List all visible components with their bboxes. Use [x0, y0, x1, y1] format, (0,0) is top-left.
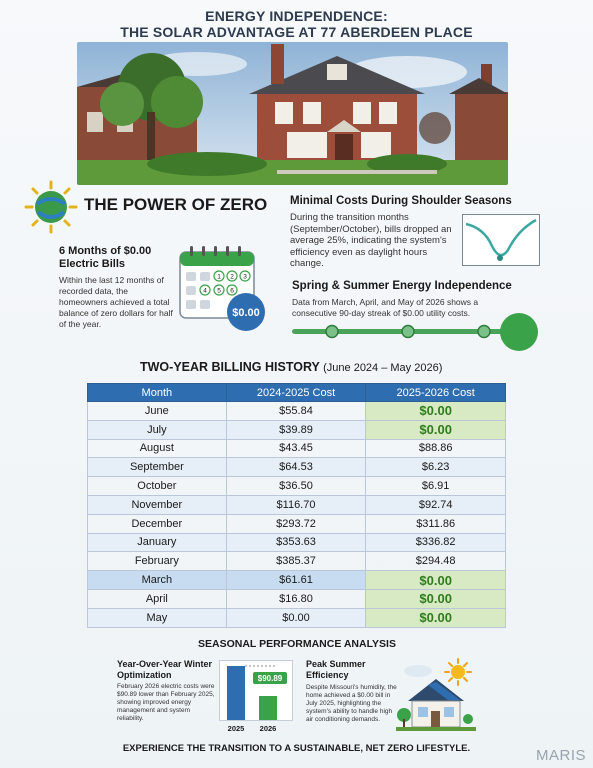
- month-cell: June: [88, 402, 227, 421]
- maris-watermark: MARIS: [536, 747, 587, 764]
- table-row: [88, 402, 506, 421]
- bar-2026: [259, 696, 277, 720]
- calendar-number-4: 4: [203, 287, 207, 295]
- bar-2025: [227, 666, 245, 720]
- six-months-body: Within the last 12 months of recorded data, the homeowners achieved a total balance of zero dollars for half of the year.: [59, 275, 173, 329]
- cost-2025-2026-cell: $6.91: [366, 477, 506, 496]
- cost-2024-2025-cell: $36.50: [226, 477, 366, 496]
- month-cell: July: [88, 420, 227, 439]
- cost-2025-2026-cell: $0.00: [366, 571, 506, 590]
- cost-2025-2026-cell: $294.48: [366, 552, 506, 571]
- month-cell: December: [88, 514, 227, 533]
- month-cell: January: [88, 533, 227, 552]
- table-row: [88, 589, 506, 608]
- streak-progress-icon: [290, 313, 542, 353]
- month-cell: February: [88, 552, 227, 571]
- cost-2025-2026-cell: $0.00: [366, 420, 506, 439]
- table-row: [88, 533, 506, 552]
- cost-2024-2025-cell: $16.80: [226, 589, 366, 608]
- billing-heading-range: (June 2024 – May 2026): [323, 362, 443, 374]
- cost-2025-2026-cell: $0.00: [366, 589, 506, 608]
- power-of-zero-title: THE POWER OF ZERO: [84, 195, 268, 214]
- footer-tagline: EXPERIENCE THE TRANSITION TO A SUSTAINABLE, NET ZERO LIFESTYLE.: [122, 743, 471, 754]
- calendar-number-3: 3: [243, 273, 247, 281]
- cost-2025-2026-cell: $92.74: [366, 495, 506, 514]
- month-cell: November: [88, 495, 227, 514]
- house-photo: [77, 42, 508, 185]
- yoy-body: February 2026 electric costs were $90.89 lower than February 2025, showing improved energy management and system reliability.: [117, 683, 215, 722]
- table-row: [88, 495, 506, 514]
- table-row: [88, 458, 506, 477]
- cost-2024-2025-cell: $293.72: [226, 514, 366, 533]
- cost-2025-2026-cell: $311.86: [366, 514, 506, 533]
- month-cell: April: [88, 589, 227, 608]
- title-line-1: ENERGY INDEPENDENCE:: [205, 8, 388, 24]
- title-line-2: THE SOLAR ADVANTAGE AT 77 ABERDEEN PLACE: [120, 24, 473, 40]
- minimal-costs-body: During the transition months (September/October), bills dropped an average 25%, indicating the system's efficiency even as daylight hours change.: [290, 212, 452, 269]
- calendar-number-6: 6: [230, 287, 234, 295]
- column-header-2024-2025: 2024-2025 Cost: [226, 384, 366, 402]
- calendar-number-2: 2: [230, 273, 234, 281]
- cost-2024-2025-cell: $0.00: [226, 608, 366, 627]
- spring-summer-title: Spring & Summer Energy Independence: [292, 280, 512, 292]
- cost-2024-2025-cell: $39.89: [226, 420, 366, 439]
- billing-table-header: [88, 384, 506, 402]
- table-row: [88, 439, 506, 458]
- month-cell: August: [88, 439, 227, 458]
- bar-label-2025: 2025: [227, 724, 245, 733]
- table-row: [88, 420, 506, 439]
- month-cell: May: [88, 608, 227, 627]
- cost-2025-2026-cell: $88.86: [366, 439, 506, 458]
- calendar-icon: [178, 244, 268, 334]
- page-title: [105, 8, 488, 40]
- month-cell: October: [88, 477, 227, 496]
- month-cell: March: [88, 571, 227, 590]
- billing-table: [87, 383, 506, 628]
- year-comparison-bars-icon: [219, 660, 293, 734]
- cost-dip-curve-icon: [462, 214, 540, 266]
- table-row: [88, 608, 506, 627]
- seasonal-analysis-heading: SEASONAL PERFORMANCE ANALYSIS: [198, 638, 396, 650]
- solar-house-icon: [396, 657, 476, 733]
- peak-summer-body: Despite Missouri's humidity, the home achieved a $0.00 bill in July 2025, highlighting the system's ability to handle high air conditioning demands.: [306, 684, 397, 723]
- six-months-title: 6 Months of $0.00 Electric Bills: [59, 245, 152, 270]
- cost-2024-2025-cell: $353.63: [226, 533, 366, 552]
- column-header-month: Month: [88, 384, 227, 402]
- zero-badge: $0.00: [232, 307, 260, 319]
- cost-2025-2026-cell: $0.00: [366, 402, 506, 421]
- house-photo-illustration: [77, 42, 508, 185]
- spring-summer-body: Data from March, April, and May of 2026 shows a consecutive 90-day streak of $0.00 utility costs.: [292, 297, 479, 318]
- minimal-costs-title: Minimal Costs During Shoulder Seasons: [290, 195, 512, 207]
- calendar-number-1: 1: [217, 273, 221, 281]
- peak-summer-title: Peak Summer Efficiency: [306, 659, 366, 680]
- cost-2025-2026-cell: $0.00: [366, 608, 506, 627]
- cost-2025-2026-cell: $336.82: [366, 533, 506, 552]
- cost-2024-2025-cell: $116.70: [226, 495, 366, 514]
- sun-globe-icon: [24, 180, 78, 234]
- cost-2024-2025-cell: $55.84: [226, 402, 366, 421]
- difference-badge: $90.89: [257, 674, 283, 683]
- billing-history-heading: [140, 360, 442, 374]
- table-row: [88, 571, 506, 590]
- bar-label-2026: 2026: [259, 724, 277, 733]
- yoy-title: Year-Over-Year Winter Optimization: [117, 659, 212, 680]
- cost-2024-2025-cell: $43.45: [226, 439, 366, 458]
- cost-2024-2025-cell: $64.53: [226, 458, 366, 477]
- cost-2025-2026-cell: $6.23: [366, 458, 506, 477]
- column-header-2025-2026: 2025-2026 Cost: [366, 384, 506, 402]
- cost-2024-2025-cell: $385.37: [226, 552, 366, 571]
- table-row: [88, 552, 506, 571]
- billing-heading-text: TWO-YEAR BILLING HISTORY: [140, 360, 320, 374]
- calendar-number-5: 5: [217, 287, 221, 295]
- table-row: [88, 514, 506, 533]
- cost-2024-2025-cell: $61.61: [226, 571, 366, 590]
- table-row: [88, 477, 506, 496]
- month-cell: September: [88, 458, 227, 477]
